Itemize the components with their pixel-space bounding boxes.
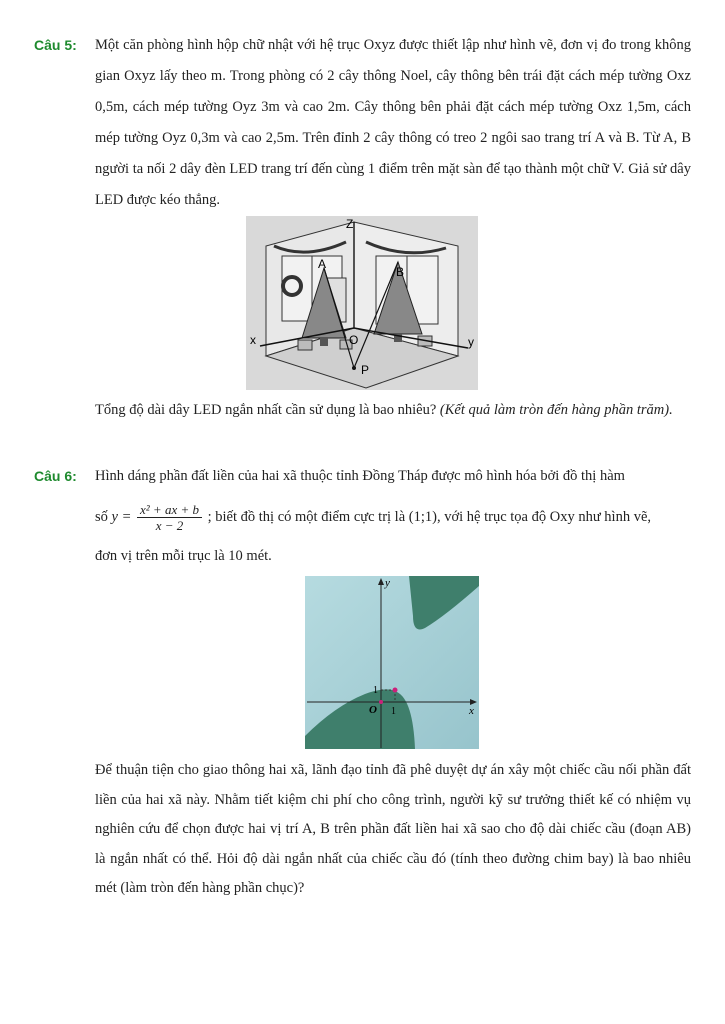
question-6-paragraph-2: Để thuận tiện cho giao thông hai xã, lãnh đạo tỉnh đã phê duyệt dự án xây một chiếc cầu nối phần đất liền của hai xã này. Nhằm tiết kiệm chi phí cho công trình, người kỹ sư trưởng thiết kế có nhiệm vụ nghiên cứu để chọn được hai vị trí A, B trên phần đất liền hai xã sao cho độ dài chiếc cầu (đoạn AB) là ngắn nhất có thể. Hỏi độ dài ngắn nhất của chiếc cầu đó (tính theo đường chim bay) là bao nhiêu mét (làm tròn đến hàng phần chục)? — [95, 762, 691, 896]
question-6-line-2 — [95, 500, 691, 534]
function-graph-figure — [305, 576, 479, 749]
question-6-line-1: Hình dáng phần đất liền của hai xã thuộc tỉnh Đồng Tháp được mô hình hóa bởi đồ thị hàm — [95, 468, 625, 484]
room-figure — [246, 216, 478, 390]
question-5-label: Câu 5: — [34, 37, 77, 53]
function-fraction — [137, 502, 202, 533]
extremum-text: ; biết đồ thị có một điểm cực trị là (1;1), với hệ trục tọa độ Oxy như hình vẽ, — [207, 509, 652, 525]
question-5-intro: Một căn phòng hình hộp chữ nhật với hệ trục Oxyz được thiết lập như hình vẽ, đơn vị đo trong không gian Oxyz lấy theo m. Trong phòng có 2 cây thông Noel, cây thông bên trái đặt cách mép tường Oxz 0,5m, cách mép tường Oyz 3m và cao 2m. Cây thông bên phải đặt cách mép tường Oxz 1,5m, cách mép tường Oyz 0,3m và cao 2,5m. Trên đỉnh 2 cây thông có treo 2 ngôi sao trang trí A và B. Từ A, B người ta nối 2 dây đèn LED trang trí đến cùng 1 điểm trên mặt sàn để tạo thành một chữ V. Giả sử dây LED được kéo thẳng. — [95, 37, 691, 208]
point-a-label: A — [318, 257, 327, 271]
graph-tick-x-1: 1 — [391, 706, 396, 717]
point-p-label: P — [361, 363, 370, 377]
point-b-label: B — [396, 265, 405, 279]
so-word: số — [95, 509, 108, 525]
fraction-denominator: x − 2 — [155, 518, 184, 534]
fraction-numerator: x² + ax + b — [137, 502, 202, 518]
graph-x-label: x — [469, 705, 474, 717]
origin-label: O — [349, 333, 359, 347]
question-6-line-3: đơn vị trên mỗi trục là 10 mét. — [95, 548, 272, 564]
question-5-question: Tổng độ dài dây LED ngắn nhất cần sử dụng là bao nhiêu? — [95, 402, 437, 418]
graph-origin-label: O — [369, 704, 377, 716]
y-equals: y = — [111, 509, 132, 525]
question-5-prompt — [95, 395, 691, 426]
axis-x-label: x — [250, 333, 256, 347]
graph-tick-y-1: 1 — [373, 685, 378, 696]
question-5-rounding-note: (Kết quả làm tròn đến hàng phần trăm). — [439, 402, 673, 418]
graph-y-label: y — [385, 577, 390, 589]
question-6-label: Câu 6: — [34, 468, 77, 484]
axis-z-label: Z — [346, 217, 354, 231]
axis-y-label: y — [468, 335, 474, 349]
